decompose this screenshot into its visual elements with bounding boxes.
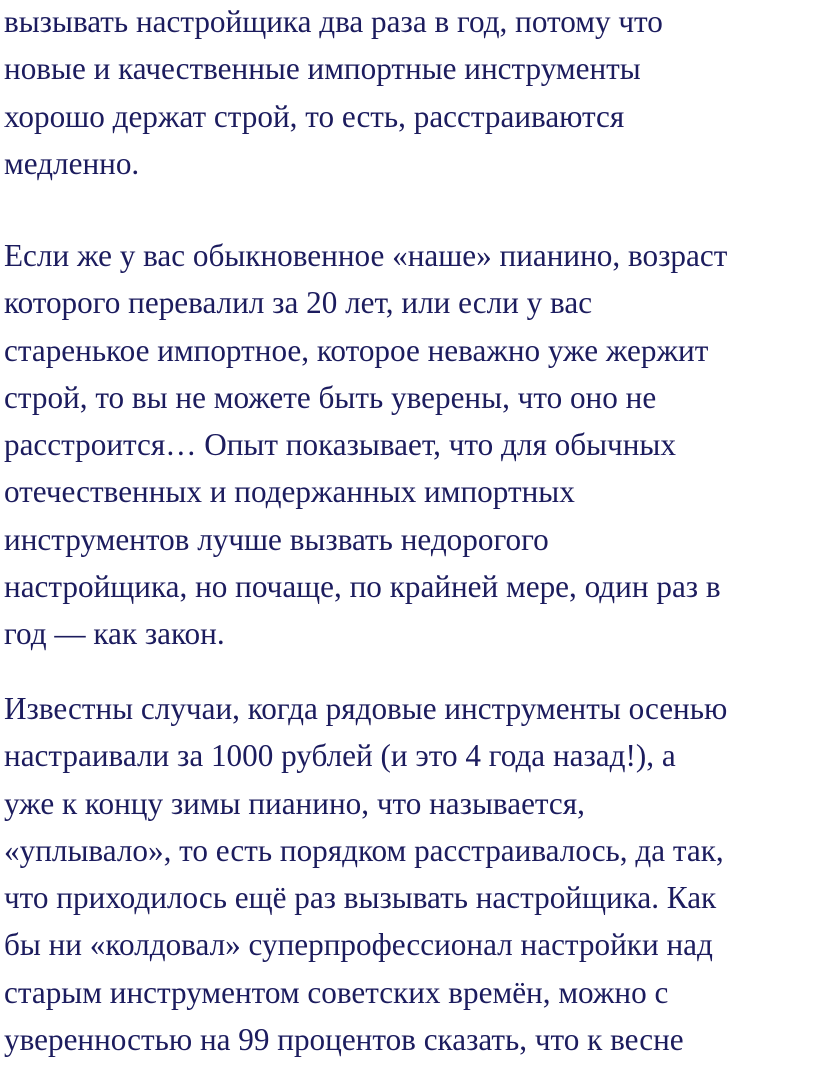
text-line: Если же у вас обыкновенное «наше» пианино, возраст — [4, 238, 728, 273]
text-line: уже к концу зимы пианино, что называется, — [4, 785, 585, 821]
text-line: год — как закон. — [4, 616, 225, 652]
text-line: настройщика, но почаще, по крайней мере, один раз в — [4, 569, 721, 605]
text-line: расстроится… Опыт показывает, что для обычных — [4, 427, 676, 463]
paragraph-2 — [4, 232, 814, 658]
text-line: настраивали за 1000 рублей (и это 4 года назад!), а — [4, 738, 676, 774]
text-line: уверенностью на 99 процентов сказать, что к весне — [4, 1022, 684, 1058]
paragraph-1 — [4, 0, 814, 187]
text-line: отечественных и подержанных импортных — [4, 474, 575, 510]
text-line: старенькое импортное, которое неважно уже жержит — [4, 332, 709, 368]
text-line: вызывать настройщика два раза в год, потому что — [4, 4, 663, 39]
text-line: инструментов лучше вызвать недорогого — [4, 521, 549, 557]
text-line: что приходилось ещё раз вызывать настройщика. Как — [4, 880, 717, 916]
text-line: «уплывало», то есть порядком расстраивалось, да так, — [4, 832, 724, 868]
text-line: которого перевалил за 20 лет, или если у вас — [4, 285, 593, 321]
text-line: бы ни «колдовал» суперпрофессионал настройки над — [4, 927, 713, 963]
text-line: новые и качественные импортные инструменты — [4, 51, 641, 87]
paragraph-3 — [4, 685, 814, 1063]
text-line: медленно. — [4, 145, 140, 181]
text-line: старым инструментом советских времён, можно с — [4, 974, 669, 1010]
text-line: Известны случаи, когда рядовые инструменты осенью — [4, 691, 728, 726]
text-line: хорошо держат строй, то есть, расстраиваются — [4, 98, 625, 134]
text-line: строй, то вы не можете быть уверены, что оно не — [4, 379, 657, 415]
